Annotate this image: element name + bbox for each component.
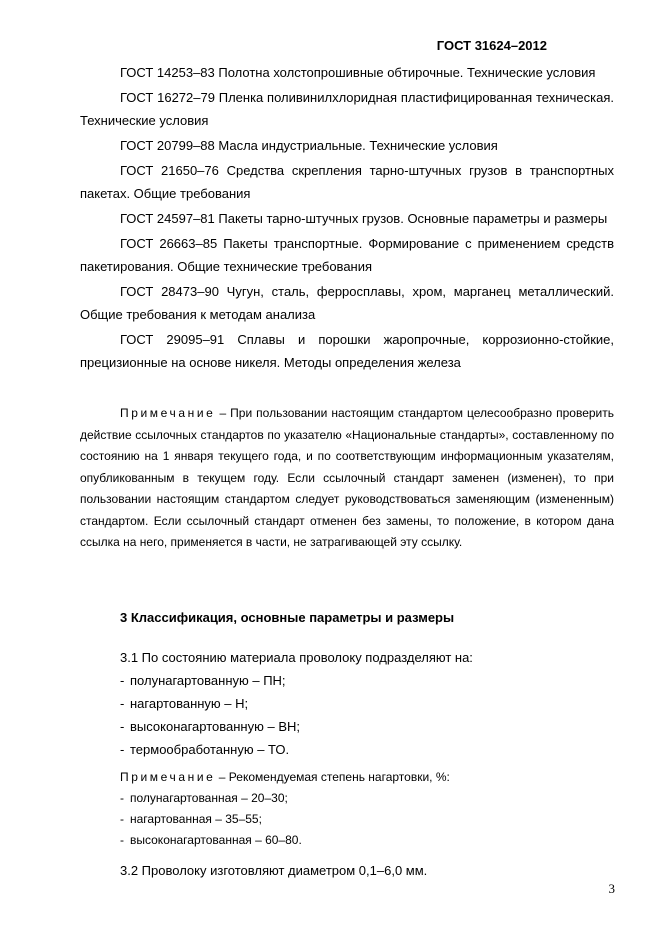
- list-item: [80, 738, 614, 761]
- note-text: – Рекомендуемая степень нагартовки, %:: [215, 770, 450, 784]
- references-note: [80, 403, 614, 554]
- paragraph-3-2: 3.2 Проволоку изготовляют диаметром 0,1–6,0 мм.: [120, 863, 428, 878]
- list-item-text: высоконагартованную – ВН;: [130, 719, 300, 734]
- reference-item: ГОСТ 21650–76 Средства скрепления тарно-штучных грузов в транспортных пакетах. Общие требования: [80, 163, 614, 201]
- reference-item: ГОСТ 28473–90 Чугун, сталь, ферросплавы, хром, марганец металлический. Общие требования к методам анализа: [80, 284, 614, 322]
- reference-item: ГОСТ 24597–81 Пакеты тарно-штучных грузов. Основные параметры и размеры: [120, 211, 608, 226]
- list-item: [80, 692, 614, 715]
- reference-item: ГОСТ 14253–83 Полотна холстопрошивные обтирочные. Технические условия: [120, 65, 596, 80]
- document-number-header: ГОСТ 31624–2012: [436, 38, 547, 53]
- list-dash: -: [120, 696, 125, 711]
- note-label: Примечание: [120, 770, 216, 784]
- section-3-heading: 3 Классификация, основные параметры и размеры: [120, 610, 455, 625]
- list-dash: -: [120, 673, 125, 688]
- normative-references-list: [80, 61, 614, 376]
- list-dash: -: [120, 719, 125, 734]
- list-item-text: нагартованная – 35–55;: [130, 812, 262, 826]
- list-dash: -: [120, 791, 124, 805]
- note-line: [80, 767, 614, 788]
- note-label: Примечание: [120, 406, 216, 420]
- list-item-text: полунагартованная – 20–30;: [130, 791, 288, 805]
- list-dash: -: [120, 812, 124, 826]
- reference-item: ГОСТ 20799–88 Масла индустриальные. Технические условия: [120, 138, 498, 153]
- reference-item: ГОСТ 29095–91 Сплавы и порошки жаропрочные, коррозионно-стойкие, прецизионные на основе никеля. Методы определения железа: [80, 332, 614, 370]
- list-item: [80, 669, 614, 692]
- list-item: [80, 715, 614, 738]
- list-dash: -: [120, 742, 125, 757]
- section-3-body: [80, 646, 614, 882]
- reference-item: ГОСТ 16272–79 Пленка поливинилхлоридная пластифицированная техническая. Технические условия: [80, 90, 614, 128]
- page-number: 3: [608, 881, 615, 896]
- list-item: [80, 809, 614, 830]
- list-dash: -: [120, 833, 124, 847]
- list-item-text: нагартованную – Н;: [130, 696, 249, 711]
- list-item: [80, 830, 614, 851]
- paragraph-3-1: 3.1 По состоянию материала проволоку подразделяют на:: [120, 650, 473, 665]
- list-item: [80, 788, 614, 809]
- list-item-text: термообработанную – ТО.: [130, 742, 290, 757]
- reference-item: ГОСТ 26663–85 Пакеты транспортные. Формирование с применением средств пакетирования. Общие технические требования: [80, 236, 614, 274]
- list-item-text: полунагартованную – ПН;: [130, 673, 286, 688]
- list-item-text: высоконагартованная – 60–80.: [130, 833, 302, 847]
- hardening-note: [80, 767, 614, 851]
- note-text: – При пользовании настоящим стандартом целесообразно проверить действие ссылочных стандартов по указателю «Национальные стандарты», составленному по состоянию на 1 января текущего года, и по соответствующим информационным указателям, опубликованным в текущем году. Если ссылочный стандарт заменен (изменен), то при пользовании настоящим стандартом следует руководствоваться заменяющим (измененным) стандартом. Если ссылочный стандарт отменен без замены, то положение, в котором дана ссылка на него, применяется в части, не затрагивающей эту ссылку.: [80, 406, 614, 549]
